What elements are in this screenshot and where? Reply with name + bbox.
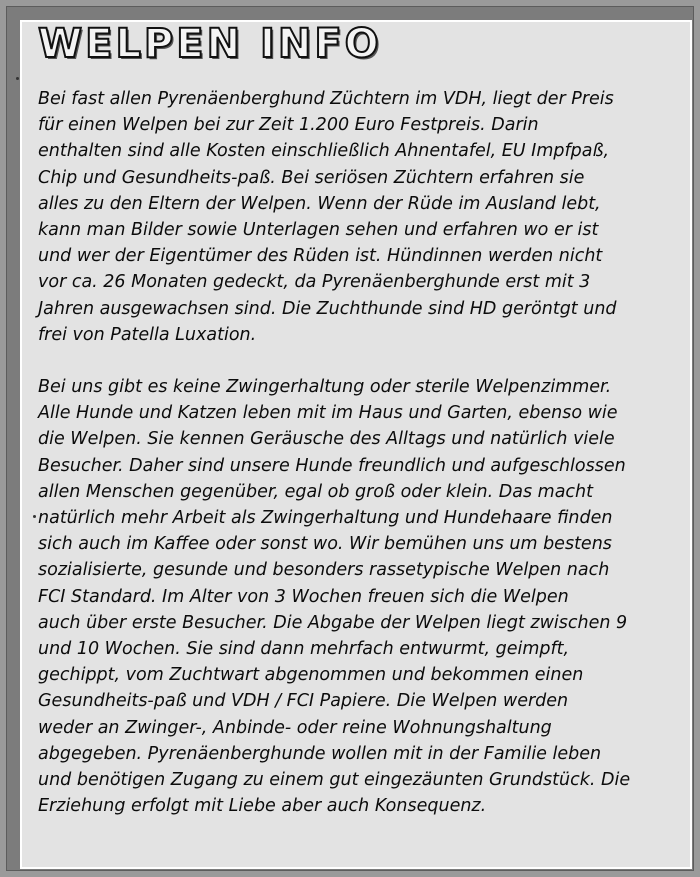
dust-speck — [33, 515, 36, 518]
page-title: WELPEN INFO — [38, 21, 382, 67]
paragraph-keeping: Bei uns gibt es keine Zwingerhaltung oder sterile Welpenzimmer. Alle Hunde und Katzen leben mit im Haus und Garten, ebenso wie die Welpen. Sie kennen Geräusche des Alltags und natürlich viele Besucher. Daher sind unsere Hunde freundlich und aufgeschlossen allen Menschen gegenüber, egal ob groß oder klein. Das macht natürlich mehr Arbeit als Zwingerhaltung und Hundehaare finden sich auch im Kaffee oder sonst wo. Wir bemühen uns um bestens sozialisierte, gesunde und besonders rassetypische Welpen nach FCI Standard. Im Alter von 3 Wochen freuen sich die Welpen auch über erste Besucher. Die Abgabe der Welpen liegt zwischen 9 und 10 Wochen. Sie sind dann mehrfach entwurmt, geimpft, gechippt, vom Zuchtwart abgenommen und bekommen einen Gesundheits-paß und VDH / FCI Papiere. Die Welpen werden weder an Zwinger-, Anbinde- oder reine Wohnungshaltung abgegeben. Pyrenäenberghunde wollen mit in der Familie leben und benötigen Zugang zu einem gut eingezäunten Grundstück. Die Erziehung erfolgt mit Liebe aber auch Konsequenz. — [38, 377, 631, 817]
dust-speck — [16, 77, 19, 80]
paragraph-pricing: Bei fast allen Pyrenäenberghund Züchtern im VDH, liegt der Preis für einen Welpen bei zur Zeit 1.200 Euro Festpreis. Darin enthalten sind alle Kosten einschließlich Ahnentafel, EU Impfpaß, Chip und Gesundheits-paß. Bei seriösen Züchtern erfahren sie alles zu den Eltern der Welpen. Wenn der Rüde im Ausland lebt, kann man Bilder sowie Unterlagen sehen und erfahren wo er ist und wer der Eigentümer des Rüden ist. Hündinnen werden nicht vor ca. 26 Monaten gedeckt, da Pyrenäenberghunde erst mit 3 Jahren ausgewachsen sind. Die Zuchthunde sind HD geröntgt und frei von Patella Luxation. — [38, 89, 617, 345]
info-text — [38, 86, 666, 819]
